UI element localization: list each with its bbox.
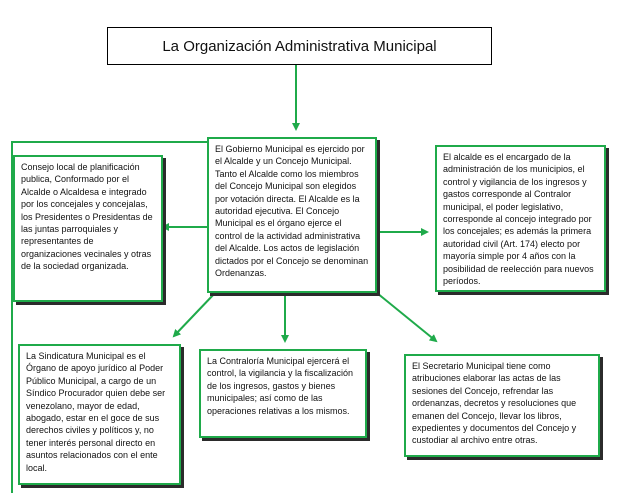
sindicatura-text: La Sindicatura Municipal es el Órgano de apoyo jurídico al Poder Público Municipal, a cargo de un Síndico Procurador quien debe ser venezolano, mayor de edad, abogado, estar en el goce de sus derechos civiles y políticos y, no tener interés personal directo en asuntos relacionados con el ente local. xyxy=(26,351,166,473)
consejo-local-box xyxy=(13,155,163,302)
gobierno-text: El Gobierno Municipal es ejercido por el Alcalde y un Concejo Municipal. Tanto el Alcalde como los miembros del Concejo Municipal son elegidos por votación directa. El Alcalde es la autoridad ejecutiva. El Concejo Municipal es el órgano ejerce el control de la actividad administrativa del Alcalde. Los actos de legislación dictados por el Concejo se denominan Ordenanzas. xyxy=(215,144,369,279)
contraloria-text: La Contraloría Municipal ejercerá el control, la vigilancia y la fiscalización de los ingresos, gastos y bienes municipales; así como de las operaciones relativas a los mismos. xyxy=(207,356,354,416)
diagram-title: La Organización Administrativa Municipal xyxy=(162,37,437,55)
alcalde-box xyxy=(435,145,606,292)
consejo-local-text: Consejo local de planificación publica, Conformado por el Alcalde o Alcaldesa e integrado por los concejales y concejalas, los Presidentes o Presidentas de las juntas parroquiales y representantes de organizaciones vecinales y otras de la sociedad organizada. xyxy=(21,162,153,272)
title-box xyxy=(107,27,492,65)
contraloria-box xyxy=(199,349,367,438)
gobierno-box xyxy=(207,137,377,293)
alcalde-text: El alcalde es el encargado de la administración de los municipios, el control y vigilancia de los ingresos y gastos corresponde al Contralor municipal, el poder legislativo, corresponde al concejo integrado por los concejales; es además la primera autoridad civil (Art. 174) electo por mayoría simple por 4 años con la posibilidad de reelección para nuevos períodos. xyxy=(443,152,594,287)
sindicatura-box xyxy=(18,344,181,485)
secretario-box xyxy=(404,354,600,457)
arrow-gobierno-to-sindicatura xyxy=(174,293,215,336)
arrow-gobierno-to-secretario xyxy=(377,293,436,341)
secretario-text: El Secretario Municipal tiene como atribuciones elaborar las actas de las sesiones del Concejo, refrendar las ordenanzas, decretos y resoluciones que emanen del Concejo, llevar los libros, expedientes y documentos del Concejo y custodiar al archivo entre otras. xyxy=(412,361,577,446)
